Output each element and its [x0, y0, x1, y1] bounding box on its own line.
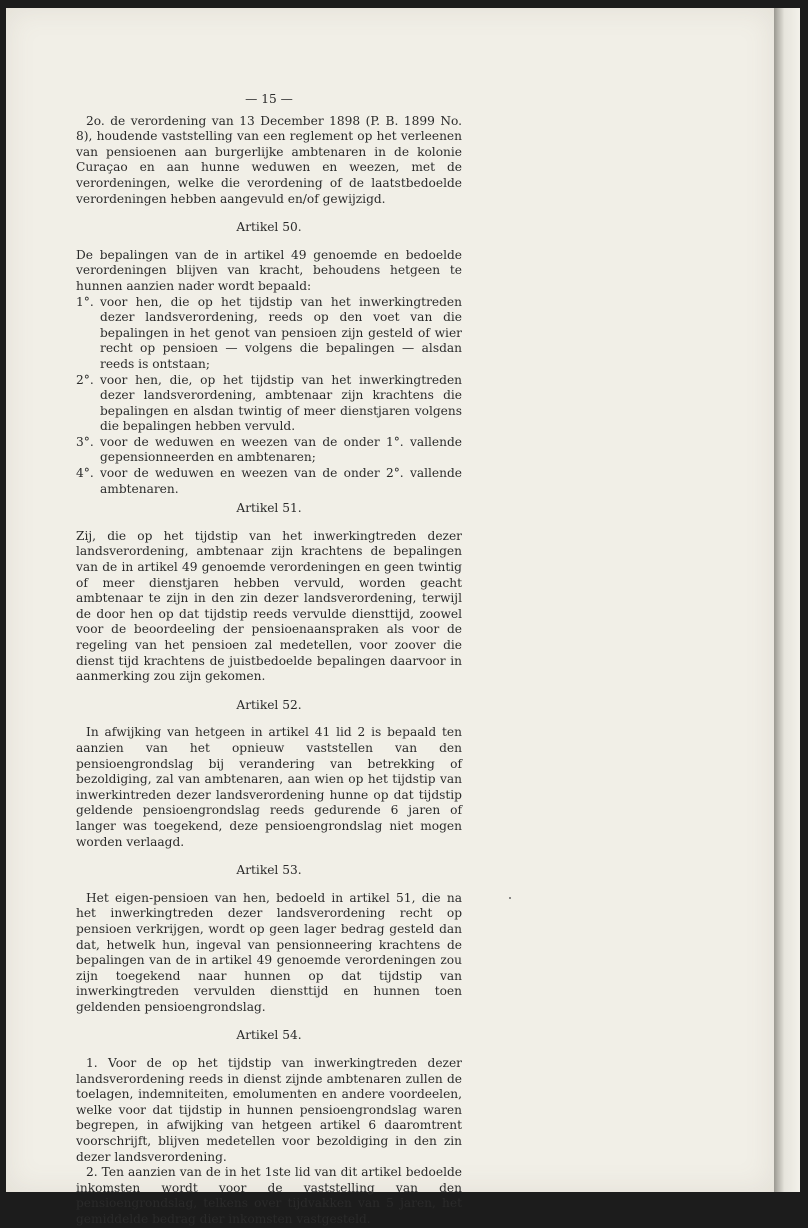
article-52-text: In afwijking van hetgeen in artikel 41 lid 2 is bepaald ten aanzien van het opnieuw vaststellen van den pensioengrondslag bij verandering van betrekking of bezoldiging, zal van ambtenaren, aan wien op het tijdstip van inwerkintreden dezer landsverordening hunne op dat tijdstip geldende pensioengrondslag reeds gedurende 6 jaren of langer was toegekend, deze pensioengrondslag niet mogen worden verlaagd. [76, 725, 462, 849]
page-number: — 15 — [245, 92, 293, 106]
article-51-heading: Artikel 51. [236, 501, 302, 516]
page-edge [774, 8, 800, 1192]
item-text: voor de weduwen en weezen van de onder 2°. vallende ambtenaren. [100, 466, 462, 496]
item-text: voor hen, die op het tijdstip van het inwerkingtreden dezer landsverordening, reeds op den voet van die bepalingen in het genot van pensioen zijn gesteld of wier recht op pensioen — volgens die bepalingen — alsdan reeds is ontstaan; [100, 294, 462, 371]
item-text: voor de weduwen en weezen van de onder 1°. vallende gepensionneerden en ambtenaren; [100, 434, 462, 465]
item-number: 4°. [76, 466, 94, 481]
item-number: 1°. [76, 294, 94, 309]
article-51-text: Zij, die op het tijdstip van het inwerkingtreden dezer landsverordening, ambtenaar zijn krachtens de bepalingen van de in artikel 49 genoemde verordeningen en geen twintig of meer dienstjaren hebben vervuld, worden geacht ambtenaar te zijn in den zin dezer landsverordening, terwijl de door hen op dat tijdstip reeds vervulde diensttijd, zoowel voor de beoordeeling der pensioenaanspraken als voor de regeling van het pensioen zal medetellen, voor zoover die dienst tijd krachtens de juistbedoelde bepalingen daarvoor in aanmerking zou zijn gekomen. [76, 528, 462, 684]
item-number: 3°. [76, 434, 94, 449]
article-50-item [76, 435, 462, 466]
article-54-paragraph-1: 1. Voor de op het tijdstip van inwerkingtreden dezer landsverordening reeds in dienst zijnde ambtenaren zullen de toelagen, indemniteiten, emolumenten en andere voordeelen, welke voor dat tijdstip in hunnen pensioengrondslag waren begrepen, in afwijking van hetgeen artikel 6 daaromtrent voorschrijft, blijven medetellen voor bezoldiging in den zin dezer landsverordening. [76, 1056, 462, 1164]
item-text: voor hen, die, op het tijdstip van het inwerkingtreden dezer landsverordening, ambtenaar zijn krachtens die bepalingen en alsdan twintig of meer dienstjaren volgens die bepalingen hebben vervuld. [100, 372, 462, 434]
intro-paragraph: 2o. de verordening van 13 December 1898 (P. B. 1899 No. 8), houdende vaststelling van een reglement op het verleenen van pensioenen aan burgerlijke ambtenaren in de kolonie Curaçao en aan hunne weduwen en weezen, met de verordeningen, welke die verordening of de laatstbedoelde verordeningen hebben aangevuld en/of gewijzigd. [76, 113, 462, 206]
article-50-intro: De bepalingen van de in artikel 49 genoemde en bedoelde verordeningen blijven van kracht, behoudens hetgeen te hunnen aanzien nader wordt bepaald: [76, 247, 462, 293]
article-52-heading: Artikel 52. [236, 697, 302, 712]
article-50-item [76, 295, 462, 373]
article-54-paragraph-2: 2. Ten aanzien van de in het 1ste lid van dit artikel bedoelde inkomsten wordt voor de vaststelling van den pensioengrondslag, telkens over tijdvakken van 5 jaren, het gemiddelde bedrag dier inkomsten vastgesteld. [76, 1165, 462, 1226]
article-50-heading: Artikel 50. [236, 220, 302, 235]
article-54-heading: Artikel 54. [236, 1028, 302, 1043]
document-body [76, 92, 462, 1228]
speck [509, 897, 511, 899]
article-53-text: Het eigen-pensioen van hen, bedoeld in artikel 51, die na het inwerkingtreden dezer landsverordening recht op pensioen verkrijgen, wordt op geen lager bedrag gesteld dan dat, hetwelk hun, ingeval van pensionneering krachtens de bepalingen van de in artikel 49 genoemde verordeningen zou zijn toegekend naar hunnen op dat tijdstip van inwerkingtreden vervulden diensttijd en hunnen toen geldenden pensioengrondslag. [76, 890, 462, 1014]
article-53-heading: Artikel 53. [236, 863, 302, 878]
article-50-item [76, 466, 462, 497]
article-50-item [76, 373, 462, 435]
item-number: 2°. [76, 372, 94, 387]
